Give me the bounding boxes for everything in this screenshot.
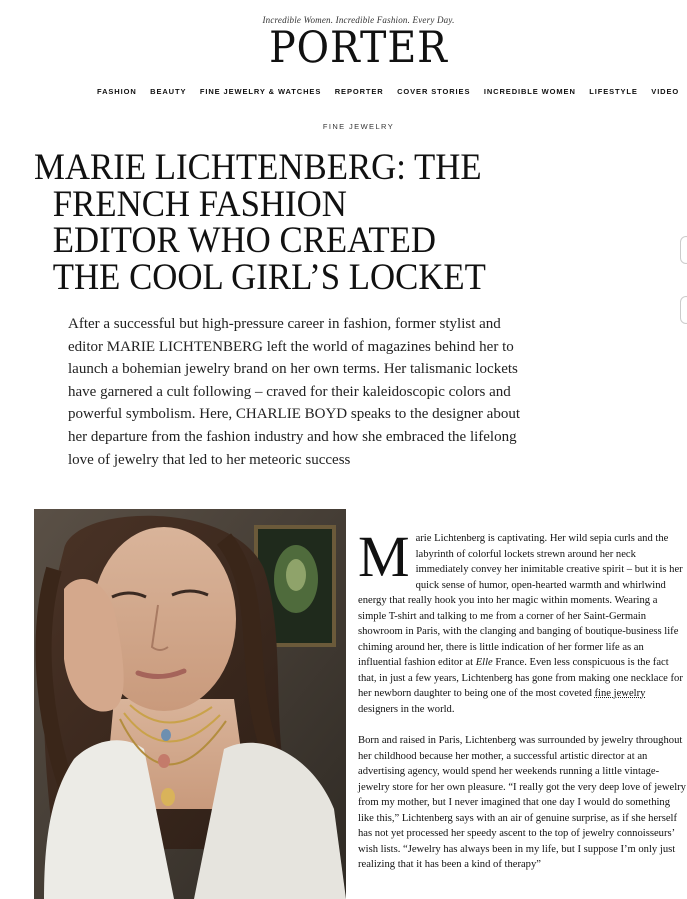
carousel-edge-handle[interactable] — [680, 296, 687, 324]
portrait-illustration — [34, 509, 346, 899]
porter-logo[interactable]: PORTER — [269, 23, 448, 73]
headline-line: MARIE LICHTENBERG: THE — [34, 147, 482, 188]
carousel-edge-handle[interactable] — [680, 236, 687, 264]
main-nav — [97, 87, 687, 96]
headline-line: THE COOL GIRL’S LOCKET — [52, 256, 486, 298]
nav-item-fashion[interactable]: FASHION — [97, 87, 137, 96]
magazine-name: Elle — [475, 657, 493, 668]
paragraph-text: designers in the world. — [358, 703, 455, 715]
article-category[interactable]: FINE JEWELRY — [322, 122, 395, 131]
headline-line: FRENCH FASHION — [52, 183, 347, 225]
paragraph-text: France. Even less conspicuous is the fact that, in just a few years, Lichtenberg has gone from making one necklace for her newborn daughter to being one of the most coveted — [358, 657, 683, 699]
fine-jewelry-link[interactable]: fine jewelry — [594, 688, 646, 699]
article-paragraph — [358, 524, 686, 717]
article-paragraph: Born and raised in Paris, Lichtenberg was surrounded by jewelry throughout her childhood because her mother, a successful artistic director at an advertising agency, would spend her weekends running a little vintage-jewelry store for her own pleasure. “I really got the very deep love of jewelry from my mother, but I never imagined that one day I would do something like this,” Lichtenberg says with an air of genuine surprise, as if she herself has not yet processed her speedy ascent to the top of jewelry connoisseurs’ wish lists. “Jewelry has always been in my life, but I suppose I’m only just realizing that it has been a kind of therapy” — [358, 735, 686, 870]
headline-line: EDITOR WHO CREATED — [52, 220, 437, 261]
paragraph-text: arie Lichtenberg is captivating. Her wild sepia curls and the labyrinth of colorful lockets strewn around her neck immediately convey her inimitable creative spirit – but it is her quick sense of humor, open-hearted warmth and whirlwind energy that really hook you into her magic within moments. Wearing a simple T-shirt and talking to me from a corner of her Saint-Germain showroom in Paris, with the clanging and banging of boutique-business life chiming around her, there is little indication of her former life as an influential fashion editor at — [358, 533, 683, 668]
article-body — [358, 524, 686, 889]
nav-item-reporter[interactable]: REPORTER — [334, 87, 384, 96]
article-headline — [34, 147, 560, 298]
site-tagline: Incredible Women. Incredible Fashion. Every Day. — [262, 15, 455, 25]
nav-item-cover-stories[interactable]: COVER STORIES — [397, 87, 471, 96]
nav-item-video[interactable]: VIDEO — [651, 87, 680, 96]
nav-item-incredible-women[interactable]: INCREDIBLE WOMEN — [483, 87, 576, 96]
article-standfirst: After a successful but high-pressure career in fashion, former stylist and editor MARIE LICHTENBERG left the world of magazines behind her to launch a bohemian jewelry brand on her own terms. Her talismanic lockets have garnered a cult following – craved for their kaleidoscopic colors and powerful symbolism. Here, CHARLIE BOYD speaks to the designer about her departure from the fashion industry and how she embraced the lifelong love of jewelry that led to her meteoric success — [68, 316, 521, 468]
nav-item-fine-jewelry-watches[interactable]: FINE JEWELRY & WATCHES — [199, 87, 322, 96]
nav-item-beauty[interactable]: BEAUTY — [150, 87, 187, 96]
nav-item-lifestyle[interactable]: LIFESTYLE — [589, 87, 638, 96]
drop-cap: M — [358, 524, 410, 589]
portrait-photo — [34, 509, 346, 899]
